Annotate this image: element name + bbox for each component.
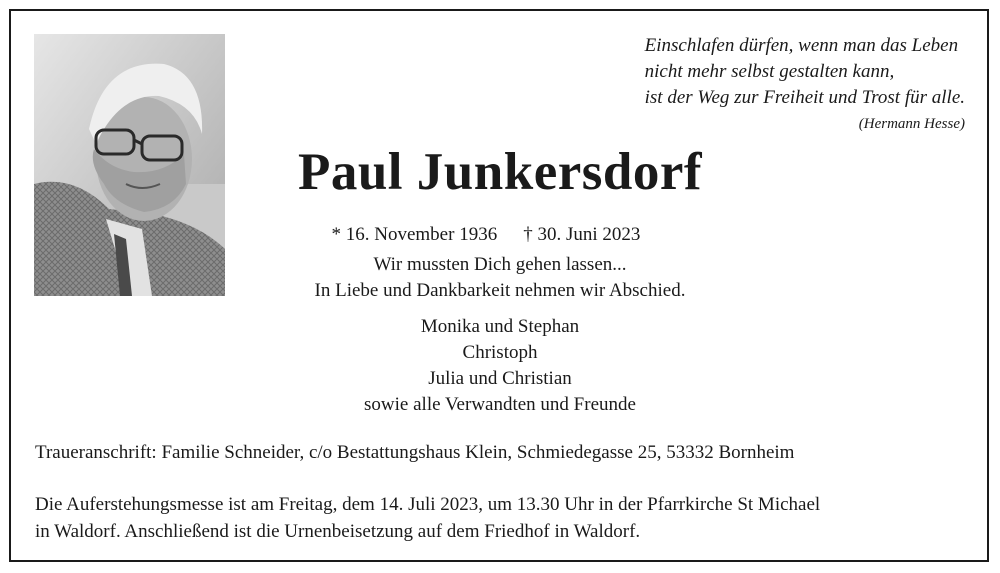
message-line: In Liebe und Dankbarkeit nehmen wir Abschied. [314, 280, 686, 301]
family-member: Christoph [462, 342, 538, 363]
family-list [0, 314, 1000, 418]
family-member: sowie alle Verwandten und Freunde [364, 394, 636, 415]
death-date: † 30. Juni 2023 [523, 224, 641, 245]
mass-line: Die Auferstehungsmesse ist am Freitag, dem 14. Juli 2023, um 13.30 Uhr in der Pfarrkirche St Michael [35, 494, 821, 515]
life-dates [322, 202, 640, 246]
quote-line: ist der Weg zur Freiheit und Trost für alle. [644, 87, 965, 108]
quote-line: Einschlafen dürfen, wenn man das Leben [644, 35, 959, 56]
farewell-message [0, 252, 1000, 304]
family-member: Julia und Christian [428, 368, 572, 389]
mass-line: in Waldorf. Anschließend ist die Urnenbeisetzung auf dem Friedhof in Waldorf. [35, 521, 641, 542]
quote-author: (Hermann Hesse) [858, 116, 965, 132]
mourning-address: Traueranschrift: Familie Schneider, c/o Bestattungshaus Klein, Schmiedegasse 25, 53332 Bornheim [35, 442, 795, 463]
family-member: Monika und Stephan [420, 316, 580, 337]
birth-date: * 16. November 1936 [331, 224, 498, 245]
funeral-mass-info [35, 491, 970, 545]
quote-line: nicht mehr selbst gestalten kann, [644, 61, 895, 82]
message-line: Wir mussten Dich gehen lassen... [373, 254, 627, 275]
hesse-quote [645, 33, 965, 135]
deceased-name: Paul Junkersdorf [297, 143, 703, 201]
